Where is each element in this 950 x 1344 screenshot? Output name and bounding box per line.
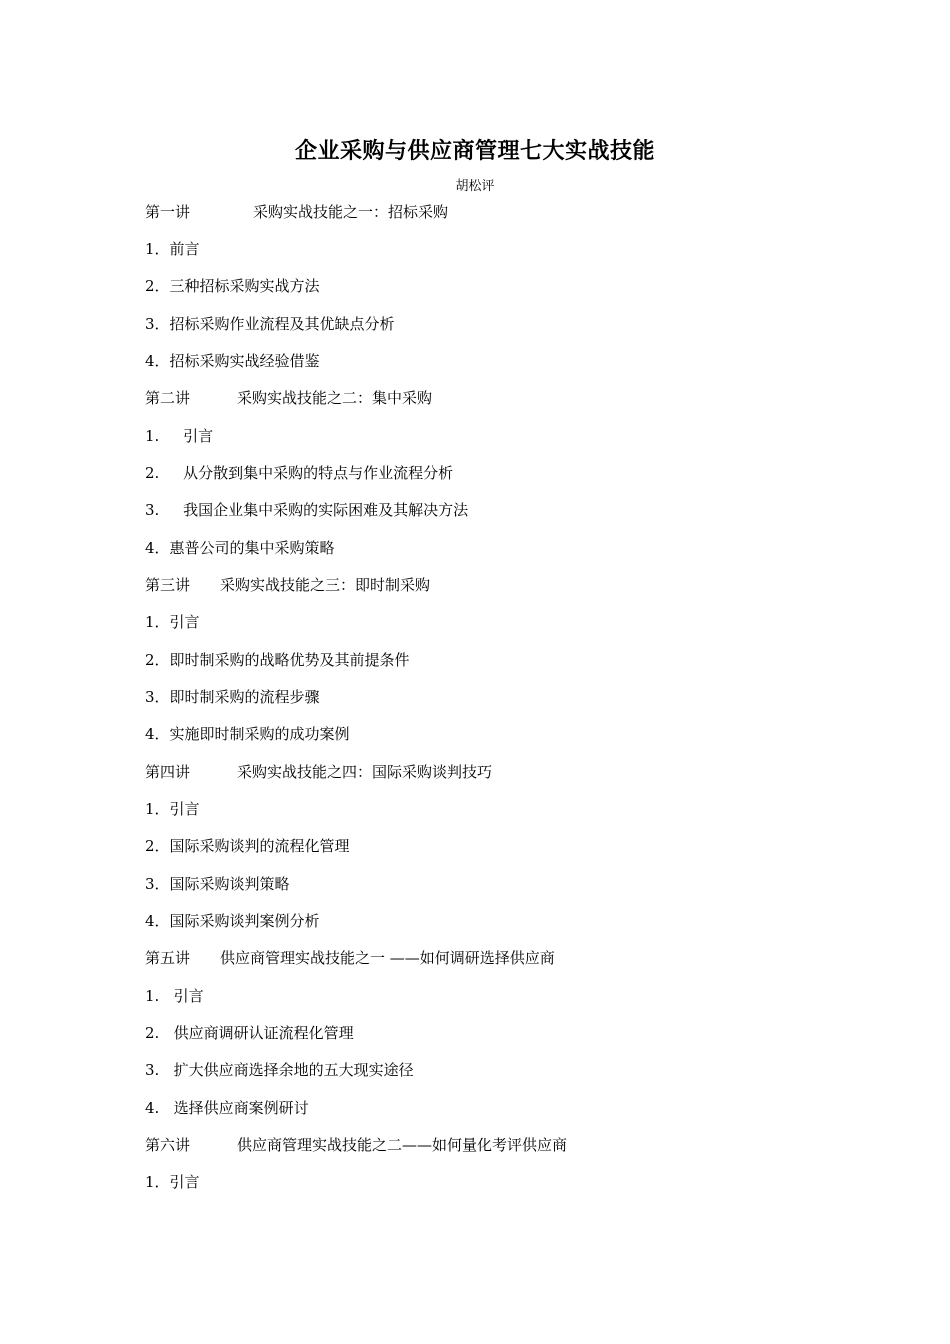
lecture-number: 第二讲 [145,389,191,407]
lecture-heading-2 [145,387,432,409]
outline-item: 2．即时制采购的战略优势及其前提条件 [145,651,410,669]
outline-item: 1．引言 [145,800,200,818]
outline-item: 1．引言 [145,1173,200,1191]
lecture-heading-3 [145,574,430,596]
lecture-topic: 采购实战技能之一：招标采购 [253,203,449,221]
lecture-number: 第六讲 [145,1136,191,1154]
document-author: 胡松评 [455,179,495,194]
lecture-number: 第三讲 [145,576,191,594]
lecture-topic: 供应商管理实战技能之一 ——如何调研选择供应商 [220,949,555,967]
lecture-topic: 采购实战技能之四：国际采购谈判技巧 [237,763,493,781]
lecture-topic: 供应商管理实战技能之二——如何量化考评供应商 [237,1136,568,1154]
lecture-heading-5 [145,947,555,969]
outline-item: 2．三种招标采购实战方法 [145,277,320,295]
outline-item: 1. 引言 [145,427,214,445]
outline-item: 4．招标采购实战经验借鉴 [145,352,320,370]
lecture-number: 第五讲 [145,949,191,967]
outline-item: 4．实施即时制采购的成功案例 [145,725,350,743]
lecture-topic: 采购实战技能之二：集中采购 [237,389,433,407]
lecture-topic: 采购实战技能之三：即时制采购 [220,576,431,594]
outline-item: 3．国际采购谈判策略 [145,875,290,893]
outline-item: 1．前言 [145,240,200,258]
outline-item: 2．国际采购谈判的流程化管理 [145,837,350,855]
outline-item: 4．国际采购谈判案例分析 [145,912,320,930]
outline-item: 4．惠普公司的集中采购策略 [145,539,335,557]
lecture-number: 第一讲 [145,203,191,221]
outline-item: 4. 选择供应商案例研讨 [145,1099,309,1117]
lecture-heading-4 [145,761,492,783]
outline-item: 3. 我国企业集中采购的实际困难及其解决方法 [145,501,469,519]
outline-item: 3．即时制采购的流程步骤 [145,688,320,706]
outline-item: 1. 引言 [145,987,204,1005]
document-title: 企业采购与供应商管理七大实战技能 [294,138,655,164]
outline-item: 3. 扩大供应商选择余地的五大现实途径 [145,1061,414,1079]
outline-item: 1．引言 [145,613,200,631]
lecture-number: 第四讲 [145,763,191,781]
outline-item: 2. 供应商调研认证流程化管理 [145,1024,354,1042]
outline-item: 2. 从分散到集中采购的特点与作业流程分析 [145,464,454,482]
lecture-heading-1 [145,201,448,223]
outline-item: 3．招标采购作业流程及其优缺点分析 [145,315,395,333]
lecture-heading-6 [145,1134,567,1156]
